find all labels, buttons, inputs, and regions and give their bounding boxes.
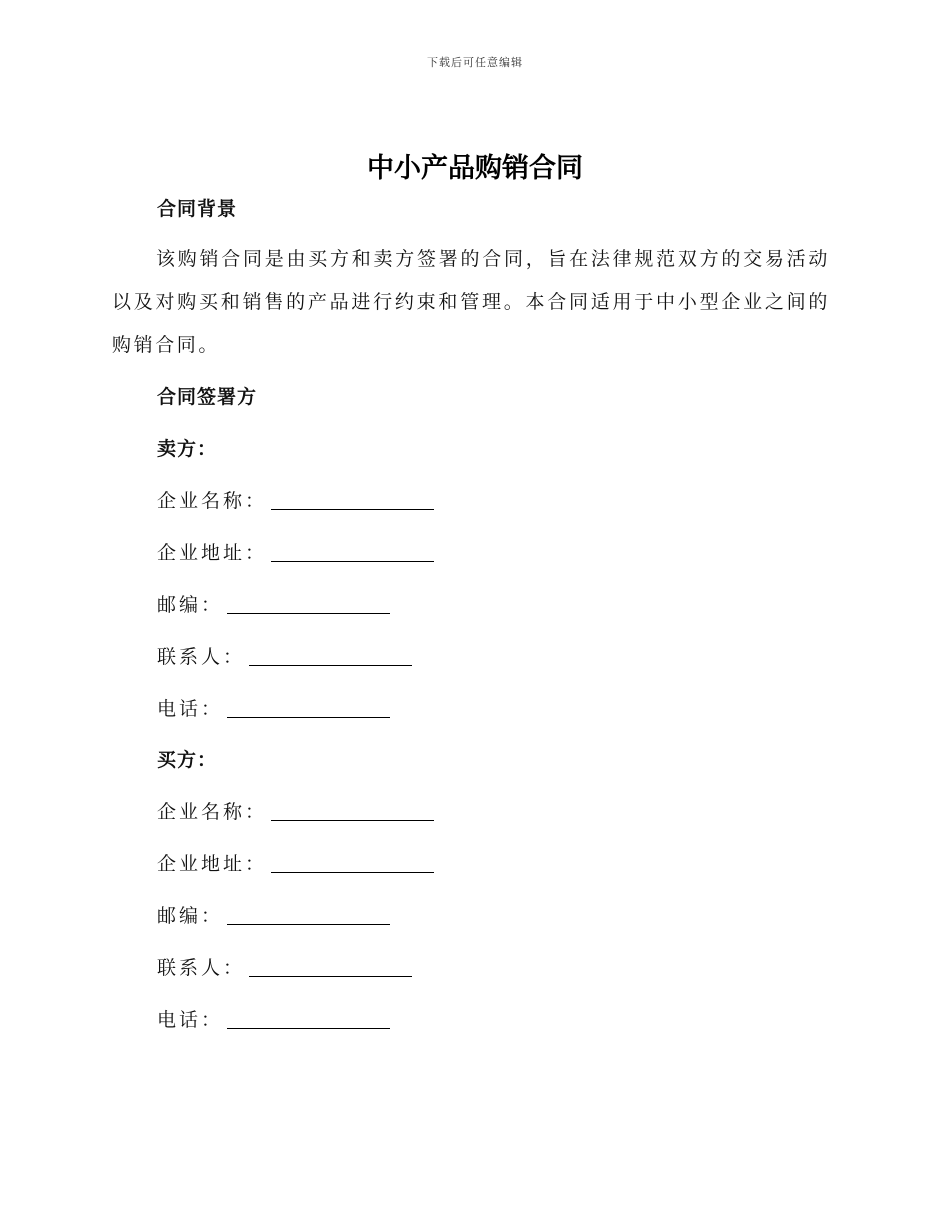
fill-in-blank <box>249 958 412 977</box>
buyer-company-name-field <box>157 797 434 824</box>
section-heading-background: 合同背景 <box>157 198 238 220</box>
fill-in-blank <box>227 906 390 925</box>
field-label: 联系人： <box>157 957 246 979</box>
field-label: 企业地址： <box>157 542 268 564</box>
fill-in-blank <box>227 699 390 718</box>
fill-in-blank <box>249 647 412 666</box>
seller-label: 卖方： <box>157 438 218 460</box>
field-label: 邮编： <box>157 594 224 616</box>
buyer-company-address-field <box>157 849 434 876</box>
buyer-contact-field <box>157 953 412 980</box>
page-title: 中小产品购销合同 <box>367 153 583 184</box>
buyer-postcode-field <box>157 901 390 928</box>
seller-postcode-field <box>157 590 390 617</box>
section-heading-parties: 合同签署方 <box>157 386 258 408</box>
buyer-phone-field <box>157 1005 390 1032</box>
fill-in-blank <box>271 802 434 821</box>
field-label: 邮编： <box>157 905 224 927</box>
header-note: 下载后可任意编辑 <box>427 56 523 69</box>
field-label: 联系人： <box>157 646 246 668</box>
seller-company-name-field <box>157 486 434 513</box>
field-label: 电话： <box>157 698 224 720</box>
background-paragraph: 该购销合同是由买方和卖方签署的合同，旨在法律规范双方的交易活动以及对购买和销售的产品进行约束和管理。本合同适用于中小型企业之间的购销合同。 <box>112 248 830 356</box>
field-label: 企业名称： <box>157 490 268 512</box>
fill-in-blank <box>271 543 434 562</box>
field-label: 企业名称： <box>157 801 268 823</box>
seller-phone-field <box>157 694 390 721</box>
fill-in-blank <box>227 595 390 614</box>
fill-in-blank <box>227 1010 390 1029</box>
fill-in-blank <box>271 854 434 873</box>
field-label: 企业地址： <box>157 853 268 875</box>
seller-company-address-field <box>157 538 434 565</box>
seller-contact-field <box>157 642 412 669</box>
fill-in-blank <box>271 491 434 510</box>
field-label: 电话： <box>157 1009 224 1031</box>
buyer-label: 买方： <box>157 749 218 771</box>
